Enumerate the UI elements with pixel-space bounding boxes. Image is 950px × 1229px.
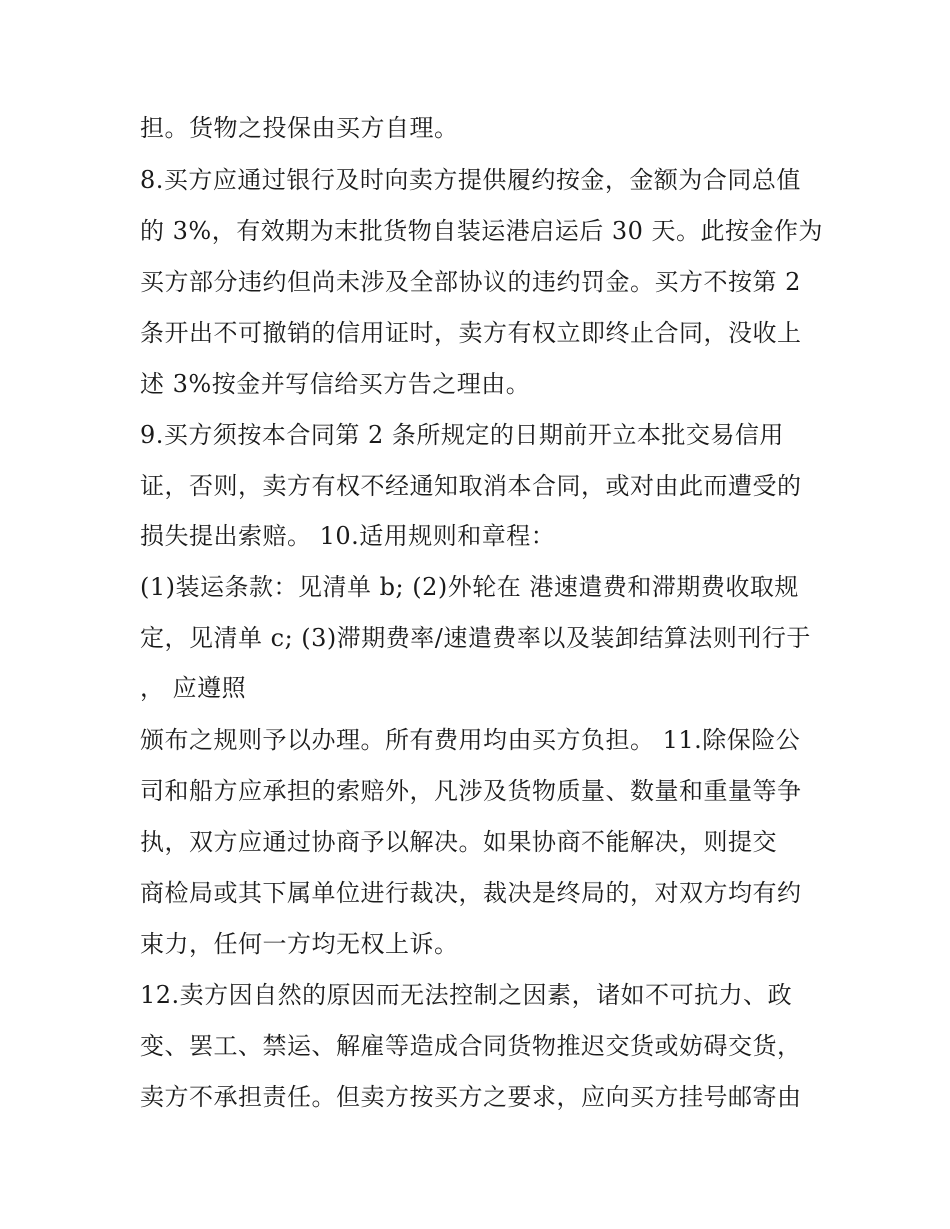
- text-line: 束力，任何一方均无权上诉。: [140, 930, 459, 958]
- text-line: 司和船方应承担的索赔外，凡涉及货物质量、数量和重量等争: [140, 777, 802, 805]
- text-line: 卖方不承担责任。但卖方按买方之要求，应向买方挂号邮寄由: [140, 1083, 802, 1111]
- text-line: 商检局或其下属单位进行裁决，裁决是终局的，对双方均有约: [140, 879, 802, 907]
- clause-9-line: 9.买方须按本合同第 2 条所规定的日期前开立本批交易信用: [140, 421, 784, 449]
- clause-12-line: 12.卖方因自然的原因而无法控制之因素，诸如不可抗力、政: [140, 981, 793, 1009]
- text-line: 定，见清单 c; (3)滞期费率/速遣费率以及装卸结算法则刊行于: [140, 624, 811, 652]
- text-line: 买方部分违约但尚未涉及全部协议的违约罚金。买方不按第 2: [140, 268, 801, 296]
- clause-11-line: 颁布之规则予以办理。所有费用均由买方负担。 11.除保险公: [140, 726, 801, 754]
- text-line: ， 应遵照: [140, 674, 247, 702]
- text-line: 执，双方应通过协商予以解决。如果协商不能解决，则提交: [140, 828, 777, 856]
- text-line: 担。货物之投保由买方自理。: [140, 114, 459, 142]
- clause-8-line: 8.买方应通过银行及时向卖方提供履约按金，金额为合同总值: [140, 166, 801, 194]
- text-line: 变、罢工、禁运、解雇等造成合同货物推迟交货或妨碍交货，: [140, 1032, 802, 1060]
- text-line: 的 3%，有效期为末批货物自装运港启运后 30 天。此按金作为: [140, 217, 823, 245]
- text-line: 述 3%按金并写信给买方告之理由。: [140, 370, 531, 398]
- text-line: (1)装运条款：见清单 b; (2)外轮在 港速遣费和滞期费收取规: [140, 573, 799, 601]
- clause-10-line: 损失提出索赔。 10.适用规则和章程：: [140, 522, 556, 550]
- text-line: 条开出不可撤销的信用证时，卖方有权立即终止合同，没收上: [140, 319, 802, 347]
- text-line: 证，否则，卖方有权不经通知取消本合同，或对由此而遭受的: [140, 472, 802, 500]
